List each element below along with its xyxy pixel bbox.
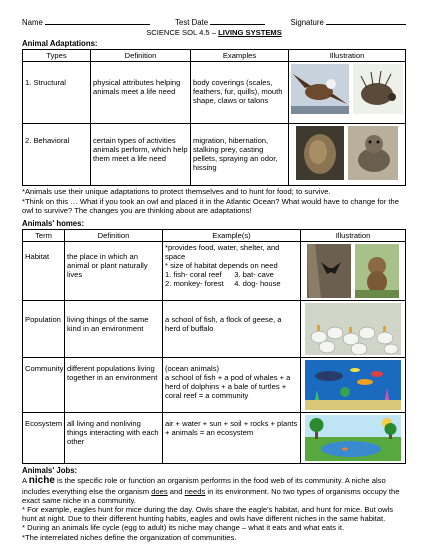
adaptations-note-1: *Animals use their unique adaptations to protect themselves and to hunt for food; to survive. <box>22 186 331 196</box>
eagle-owl-example: * For example, eagles hunt for mice during the day. Owls share the eagle's habitat, and hunt for mice. But owls hunt at night. Due to their different hunting habits, eagles and owls have different niches in the same habitat. <box>22 505 394 524</box>
monkey-photo <box>355 244 399 298</box>
table-row: Habitat the place in which an animal or plant naturally lives *provides food, water, shelter, and space * size of habitat depends on need 1. fish- coral reef 3. bat- cave 2. monkey- forest 4. dog- house <box>23 241 406 300</box>
table-row: 2. Behavioral certain types of activities animals perform, which help them meet a life need migration, hibernation, stalking prey, casting pellets, spraying an odor, hissing <box>23 123 406 185</box>
name-field[interactable]: Name <box>22 17 150 27</box>
bat-cave-photo <box>307 244 351 298</box>
adaptations-note-2: *Think on this … What if you took an owl and placed it in the Atlantic Ocean? What would have to change for the owl to survive? The changes you are thinking about are adaptations! <box>22 197 399 216</box>
signature-field[interactable]: Signature <box>290 17 406 27</box>
niche-paragraph: A niche is the specific role or function an organism performs in the food web of its community. A niche also includes everything else the organism does and needs in its environment. No two types of organisms occupy the exact same niche in a community. <box>22 475 400 506</box>
eagle-photo <box>291 64 349 114</box>
table-header-row: Term Definition Example(s) Illustration <box>23 229 406 241</box>
page-subtitle: SCIENCE SOL 4.5 – LIVING SYSTEMS <box>146 28 282 38</box>
porcupine-photo <box>353 64 403 114</box>
ecosystem-pond-drawing <box>305 415 401 461</box>
ocean-community-drawing <box>305 360 401 410</box>
table-row: 1. Structural physical attributes helping animals meet a life need body coverings (scales, feathers, fur, quills), mouth shape, claws or talons <box>23 61 406 123</box>
table-row: Community different populations living together in an environment (ocean animals) a school of fish + a pod of whales + a herd of dolphins + a bale of turtles + coral reef = a community <box>23 357 406 412</box>
table-header-row: Types Definition Examples Illustration <box>23 49 406 61</box>
table-row: Ecosystem all living and nonliving things interacting with each other air + water + sun + soil + rocks + plants + animals = an ecosystem <box>23 412 406 463</box>
adaptations-heading: Animal Adaptations: <box>22 39 98 49</box>
table-row: Population living things of the same kind in an environment a school of fish, a flock of geese, a herd of buffalo <box>23 300 406 357</box>
jobs-heading: Animals' Jobs: <box>22 465 78 475</box>
header-row <box>22 0 406 27</box>
interrelated-niches-note: *The interrelated niches define the organization of communities. <box>22 532 237 542</box>
homes-table <box>22 229 406 464</box>
geese-flock-photo <box>305 303 401 355</box>
owl-pellet-photo <box>296 126 344 180</box>
adaptations-table <box>22 49 406 186</box>
life-cycle-note: * During an animals life cycle (egg to adult) its niche may change – what it eats and what eats it. <box>22 523 345 533</box>
skunk-photo <box>348 126 398 180</box>
test-date-field[interactable]: Test Date <box>175 17 265 27</box>
homes-heading: Animals' homes: <box>22 219 85 229</box>
